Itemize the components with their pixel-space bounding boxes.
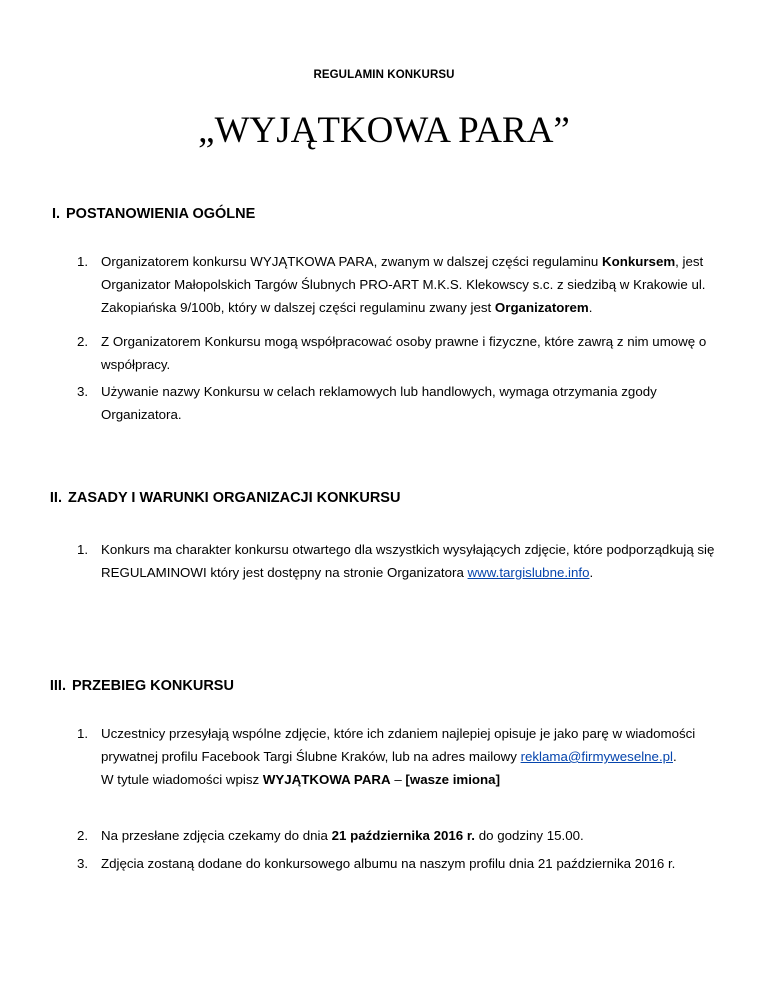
list-item	[77, 538, 727, 584]
section-heading-1	[36, 206, 255, 222]
item-number: 3.	[77, 856, 89, 871]
item-text: Organizatorem konkursu WYJĄTKOWA PARA, zwanym w dalszej części regulaminu Konkursem, jest Organizator Małopolskich Targów Ślubnych PRO-ART M.K.S. Klekowscy s.c. z siedzibą w Krakowie ul. Zakopiańska 9/100b, który w dalszej części regulaminu zwany jest Organizatorem.	[101, 254, 706, 315]
section-heading-3	[36, 678, 234, 694]
section-title: ZASADY I WARUNKI ORGANIZACJI KONKURSU	[68, 490, 401, 506]
list-item	[77, 852, 747, 875]
list-item	[77, 380, 727, 426]
item-text: Konkurs ma charakter konkursu otwartego dla wszystkich wysyłających zdjęcie, które podporządkują się REGULAMINOWI który jest dostępny na stronie Organizatora www.targislubne.info.	[101, 542, 715, 580]
item-number: 1.	[77, 542, 89, 557]
section-heading-2	[38, 490, 400, 506]
item-number: 3.	[77, 384, 89, 399]
term-konkursem: Konkursem	[602, 254, 676, 269]
document-header: REGULAMIN KONKURSU	[313, 69, 455, 81]
list-item	[77, 824, 727, 847]
item-text: Zdjęcia zostaną dodane do konkursowego albumu na naszym profilu dnia 21 października 2016 r.	[101, 856, 676, 871]
deadline-date: 21 października 2016 r.	[331, 828, 476, 843]
item-text: Z Organizatorem Konkursu mogą współpracować osoby prawne i fizyczne, które zawrą z nim umowę o współpracy.	[101, 334, 707, 372]
item-number: 1.	[77, 726, 89, 741]
section-title: POSTANOWIENIA OGÓLNE	[66, 206, 256, 222]
section-title: PRZEBIEG KONKURSU	[72, 678, 234, 694]
list-item	[77, 250, 727, 319]
section-number: I.	[51, 206, 60, 222]
document-title: „WYJĄTKOWA PARA”	[198, 110, 570, 151]
organizer-website-link[interactable]: www.targislubne.info	[467, 565, 590, 580]
email-link[interactable]: reklama@firmyweselne.pl	[520, 749, 673, 764]
item-text: Uczestnicy przesyłają wspólne zdjęcie, które ich zdaniem najlepiej opisuje je jako parę w wiadomości prywatnej profilu Facebook Targi Ślubne Kraków, lub na adres mailowy reklama@firmyweselne.pl. W tytule wiadomości wpisz WYJĄTKOWA PARA – [wasze imiona]	[101, 726, 696, 787]
list-item	[77, 722, 727, 791]
item-number: 1.	[77, 254, 89, 269]
item-number: 2.	[77, 334, 89, 349]
item-number: 2.	[77, 828, 89, 843]
section-number: III.	[49, 678, 66, 694]
section-number: II.	[49, 490, 62, 506]
item-text: Używanie nazwy Konkursu w celach reklamowych lub handlowych, wymaga otrzymania zgody Organizatora.	[101, 384, 657, 422]
list-item	[77, 330, 727, 376]
term-organizatorem: Organizatorem	[494, 300, 589, 315]
item-text: Na przesłane zdjęcia czekamy do dnia 21 października 2016 r. do godziny 15.00.	[101, 828, 584, 843]
